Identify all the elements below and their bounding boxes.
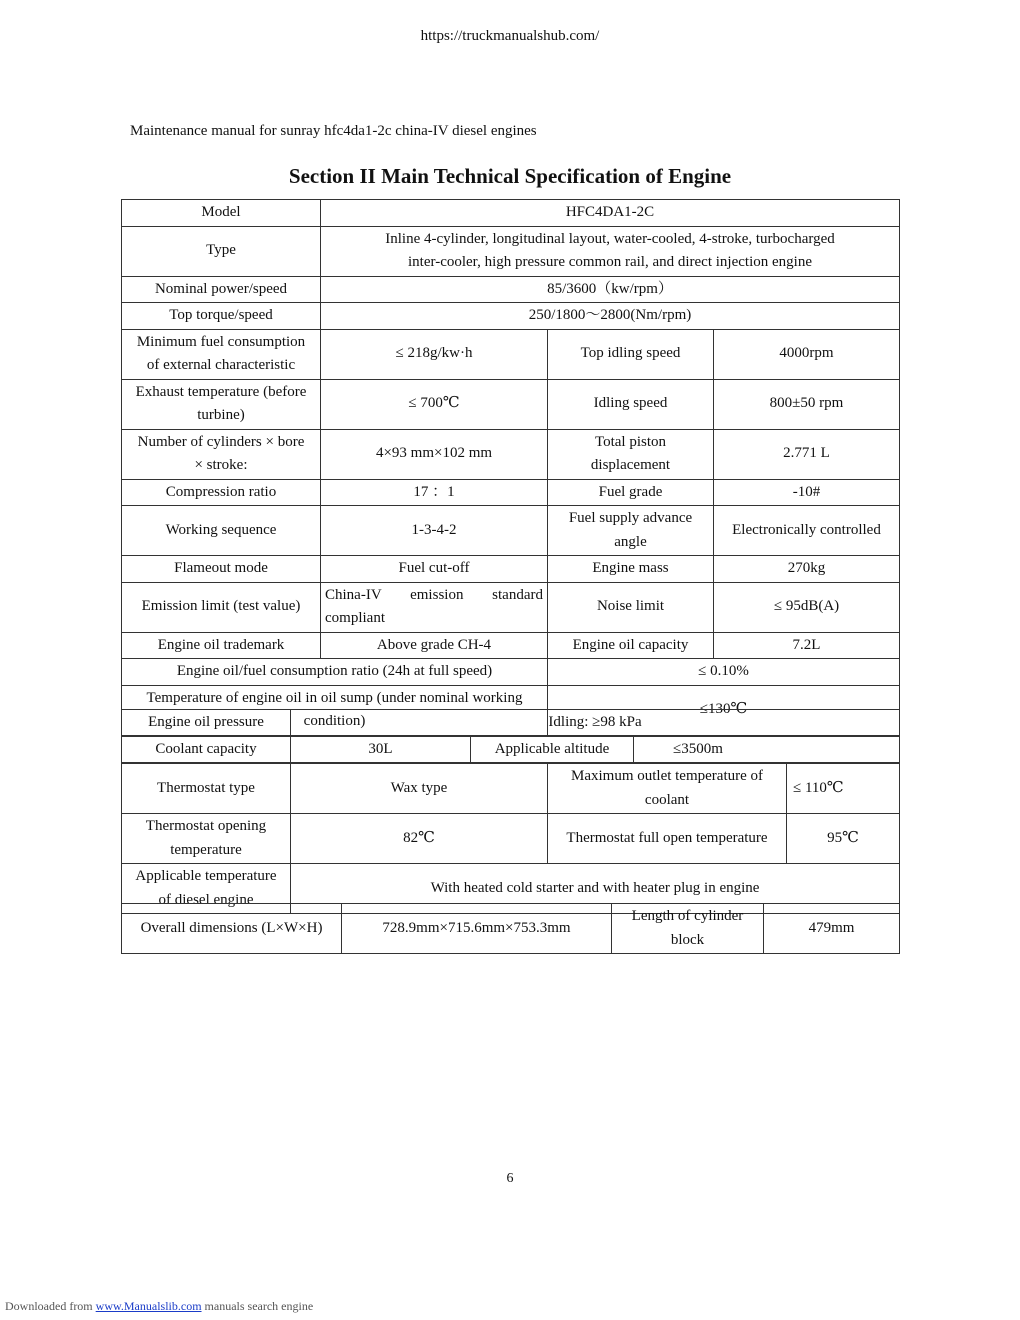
spec-table-block-1 <box>121 199 899 736</box>
table-row <box>122 814 900 864</box>
label-applicable-temp: Applicable temperature of diesel engine <box>122 864 291 914</box>
label-thermostat-full-open: Thermostat full open temperature <box>548 814 787 864</box>
document-subtitle: Maintenance manual for sunray hfc4da1-2c china-IV diesel engines <box>130 123 537 139</box>
header-url: https://truckmanualshub.com/ <box>420 28 600 44</box>
value-compression: 17 ：1 <box>321 479 548 506</box>
value-overall-dimensions: 728.9mm×715.6mm×753.3mm <box>342 904 612 954</box>
table-row <box>122 582 900 632</box>
table-row <box>122 904 900 954</box>
footer-suffix: manuals search engine <box>201 1299 314 1313</box>
value-cylinders: 4×93 mm×102 mm <box>321 429 548 479</box>
spec-table <box>121 199 900 736</box>
label-displacement: Total piston displacement <box>548 429 714 479</box>
label-type: Type <box>122 226 321 276</box>
label-oil-trademark: Engine oil trademark <box>122 632 321 659</box>
value-cylinder-block-length: 479mm <box>764 904 900 954</box>
table-row <box>122 429 900 479</box>
label-top-idling: Top idling speed <box>548 329 714 379</box>
value-thermostat-opening: 82℃ <box>291 814 548 864</box>
value-type: Inline 4-cylinder, longitudinal layout, water-cooled, 4-stroke, turbocharged inter-cooler, high pressure common rail, and direct injection engine <box>321 226 900 276</box>
label-overall-dimensions: Overall dimensions (L×W×H) <box>122 904 342 954</box>
download-footer <box>5 1299 313 1314</box>
label-oil-temp: Temperature of engine oil in oil sump (under nominal working condition) <box>122 685 548 735</box>
table-row <box>122 329 900 379</box>
value-working-sequence: 1-3-4-2 <box>321 506 548 556</box>
section-heading: Section II Main Technical Specification of Engine <box>288 164 732 188</box>
spec-table-block-2 <box>121 709 899 914</box>
label-max-outlet-temp: Maximum outlet temperature of coolant <box>548 764 787 814</box>
label-exhaust-temp: Exhaust temperature (before turbine) <box>122 379 321 429</box>
table-row <box>122 659 900 686</box>
table-row <box>122 479 900 506</box>
table-row <box>122 200 900 227</box>
label-oil-capacity: Engine oil capacity <box>548 632 714 659</box>
label-model: Model <box>122 200 321 227</box>
table-row <box>122 710 900 737</box>
label-flameout: Flameout mode <box>122 556 321 583</box>
label-min-fuel: Minimum fuel consumption of external characteristic <box>122 329 321 379</box>
value-oil-fuel-ratio: ≤ 0.10% <box>548 659 900 686</box>
label-cylinders: Number of cylinders × bore × stroke: <box>122 429 321 479</box>
label-fuel-grade: Fuel grade <box>548 479 714 506</box>
value-emission: China-IV emission standard compliant <box>321 582 548 632</box>
value-exhaust-temp: ≤ 700℃ <box>321 379 548 429</box>
label-fuel-advance: Fuel supply advance angle <box>548 506 714 556</box>
value-model: HFC4DA1-2C <box>321 200 900 227</box>
manualslib-link[interactable]: www.Manualslib.com <box>95 1299 202 1313</box>
value-noise: ≤ 95dB(A) <box>714 582 900 632</box>
value-max-outlet-temp: ≤ 110℃ <box>787 764 900 814</box>
value-oil-temp: ≤130℃ <box>548 685 900 735</box>
label-idling-speed: Idling speed <box>548 379 714 429</box>
label-oil-pressure: Engine oil pressure <box>122 710 291 737</box>
label-compression: Compression ratio <box>122 479 321 506</box>
spec-table <box>121 903 900 954</box>
table-row <box>122 276 900 303</box>
label-emission: Emission limit (test value) <box>122 582 321 632</box>
table-row <box>122 632 900 659</box>
table-row <box>122 736 900 763</box>
value-altitude: ≤3500m <box>634 736 900 763</box>
value-flameout: Fuel cut-off <box>321 556 548 583</box>
label-noise: Noise limit <box>548 582 714 632</box>
label-working-sequence: Working sequence <box>122 506 321 556</box>
value-fuel-grade: -10# <box>714 479 900 506</box>
value-min-fuel: ≤ 218g/kw·h <box>321 329 548 379</box>
value-oil-capacity: 7.2L <box>714 632 900 659</box>
value-idling-speed: 800±50 rpm <box>714 379 900 429</box>
label-thermostat-type: Thermostat type <box>122 764 291 814</box>
label-oil-fuel-ratio: Engine oil/fuel consumption ratio (24h at full speed) <box>122 659 548 686</box>
table-row <box>122 226 900 276</box>
table-row <box>122 303 900 330</box>
value-displacement: 2.771 L <box>714 429 900 479</box>
label-coolant: Coolant capacity <box>122 736 291 763</box>
table-row <box>122 556 900 583</box>
value-applicable-temp: With heated cold starter and with heater plug in engine <box>291 864 900 914</box>
table-row <box>122 764 900 814</box>
label-cylinder-block-length: Length of cylinder block <box>612 904 764 954</box>
label-thermostat-opening: Thermostat opening temperature <box>122 814 291 864</box>
spec-table <box>121 709 900 763</box>
value-fuel-advance: Electronically controlled <box>714 506 900 556</box>
label-altitude: Applicable altitude <box>471 736 634 763</box>
spec-table-block-3 <box>121 903 899 954</box>
label-engine-mass: Engine mass <box>548 556 714 583</box>
value-coolant: 30L <box>291 736 471 763</box>
value-nominal-power: 85/3600（kw/rpm） <box>321 276 900 303</box>
table-row <box>122 379 900 429</box>
footer-prefix: Downloaded from <box>5 1299 96 1313</box>
value-thermostat-type: Wax type <box>291 764 548 814</box>
value-oil-trademark: Above grade CH-4 <box>321 632 548 659</box>
page-number: 6 <box>506 1171 514 1186</box>
value-thermostat-full-open: 95℃ <box>787 814 900 864</box>
value-top-idling: 4000rpm <box>714 329 900 379</box>
value-engine-mass: 270kg <box>714 556 900 583</box>
spec-table <box>121 763 900 914</box>
value-oil-pressure: Idling: ≥98 kPa <box>291 710 900 737</box>
label-top-torque: Top torque/speed <box>122 303 321 330</box>
label-nominal-power: Nominal power/speed <box>122 276 321 303</box>
value-top-torque: 250/1800～2800(Nm/rpm) <box>321 303 900 330</box>
table-row <box>122 506 900 556</box>
